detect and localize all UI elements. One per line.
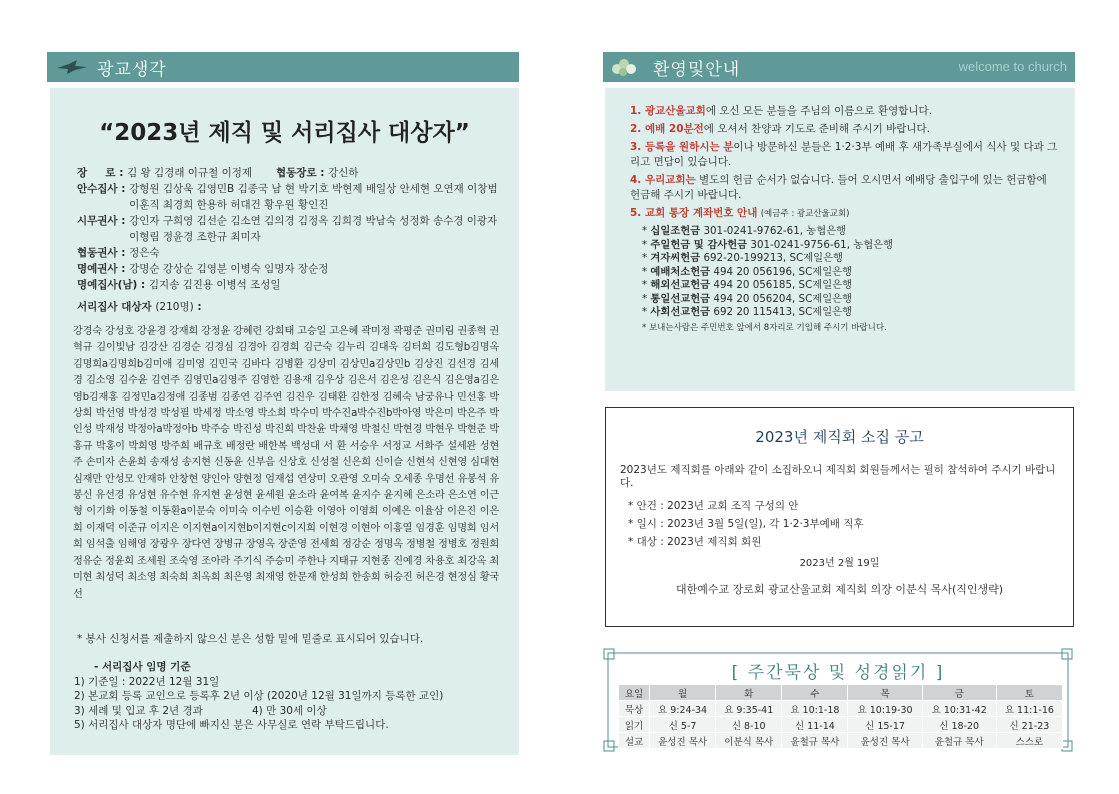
names-heading: 서리집사 대상자 (210명) : [77, 301, 202, 313]
table-cell: 요 10:19-30 [848, 701, 922, 717]
table-cell: 신 5-7 [650, 717, 716, 733]
account-item: * 겨자씨헌금 692-20-199213, SC제일은행 [642, 252, 843, 264]
left-section-title: 광교생각 [97, 60, 167, 80]
table-cell: 묵상 [619, 701, 650, 717]
table-cell: 윤철규 목사 [922, 733, 996, 749]
notice-signature: 대한예수교 장로회 광교산울교회 제직회 의장 이분식 목사(직인생략) [675, 583, 1004, 596]
welcome-panel [605, 88, 1075, 391]
table-cell: 신 8-10 [716, 717, 782, 733]
table-cell: 신 21-23 [996, 717, 1062, 733]
role-ordained-deacons [77, 181, 507, 213]
council-notice [605, 407, 1074, 627]
table-cell: 이분식 목사 [716, 733, 782, 749]
role-names: 김 왕 김경래 이규철 이정제 [127, 167, 253, 179]
criteria-row [74, 704, 443, 719]
table-cell: 토 [996, 685, 1062, 701]
table-cell: 요일 [619, 685, 650, 701]
criteria-item: 2) 본교회 등록 교인으로 등록후 2년 이상 (2020년 12월 31일까지 등록한 교인) [74, 690, 444, 702]
table-cell: 요 10:31-42 [922, 701, 996, 717]
page-title: “2023년 제직 및 서리집사 대상자” [99, 120, 470, 146]
role-label: 협동권사 : [77, 247, 130, 259]
table-cell: 설교 [619, 733, 650, 749]
table-cell: 스스로 [996, 733, 1062, 749]
role-names: 강인자 구희영 김선순 김소연 김의경 김정옥 김희경 박남숙 성정화 송수경 이광자 이형림 정윤경 조한규 최미자 [129, 215, 498, 243]
table-cell: 읽기 [619, 717, 650, 733]
table-cell: 윤철규 목사 [782, 733, 848, 749]
table-cell: 요 10:1-18 [782, 701, 848, 717]
account-item: * 사회선교헌금 692 20 115413, SC제일은행 [642, 306, 853, 318]
table-cell: 신 11-14 [782, 717, 848, 733]
meditation-table [618, 684, 1063, 749]
meditation-title: [ 주간묵상 및 성경읽기 ] [731, 663, 945, 683]
appointment-criteria [74, 660, 443, 733]
weekly-meditation [602, 647, 1074, 753]
table-row [619, 701, 1063, 717]
account-item: * 십일조헌금 301-0241-9762-61, 농협은행 [642, 225, 847, 237]
criteria-item: 5) 서리집사 대상자 명단에 빠지신 분은 사무실로 연락 부탁드립니다. [74, 719, 389, 731]
account-item: * 해외선교헌금 494 20 056185, SC제일은행 [642, 279, 853, 291]
criteria-title: - 서리집사 임명 기준 [94, 661, 191, 673]
table-header-row [619, 685, 1063, 701]
table-cell: 화 [716, 685, 782, 701]
table-cell: 수 [782, 685, 848, 701]
role-elders [77, 165, 507, 181]
table-cell: 요 11:1-16 [996, 701, 1062, 717]
table-cell: 금 [922, 685, 996, 701]
account-footnote: * 보내는사람은 주민번호 앞에서 8자리로 기입해 주시기 바랍니다. [642, 322, 887, 333]
welcome-item: 2. 예배 20분전에 오셔서 찬양과 기도로 준비해 주시기 바랍니다. [630, 123, 931, 135]
welcome-list [630, 104, 1060, 336]
table-row [619, 733, 1063, 749]
table-cell: 신 18-20 [922, 717, 996, 733]
underline-note: * 봉사 신청서를 제출하지 않으신 분은 성함 밑에 밑줄로 표시되어 있습니다. [77, 633, 424, 645]
right-section-title: 환영및안내 [653, 60, 741, 80]
welcome-item: 1. 광교산울교회에 오신 모든 분들을 주님의 이름으로 환영합니다. [630, 105, 933, 117]
notice-title: 2023년 제직회 소집 공고 [755, 428, 924, 446]
role-label: 안수집사 : [77, 183, 130, 195]
left-section-header [47, 52, 519, 82]
table-row [619, 717, 1063, 733]
leaf-icon [609, 55, 643, 79]
account-list [642, 225, 1060, 320]
table-cell: 윤성진 목사 [650, 733, 716, 749]
role-label: 시무권사 : [77, 215, 130, 227]
welcome-item: 4. 우리교회는 별도의 헌금 순서가 없습니다. 들어 오시면서 예배당 출입구에 있는 헌금함에 헌금해 주시기 바랍니다. [630, 174, 1047, 201]
role-label: 장 로 : [77, 167, 128, 179]
deacon-candidate-names: 강경숙 강성호 강윤경 강재희 강정윤 강혜련 강희태 고승일 고은혜 곽미정 곽평준 권미림 권종혁 권혁규 김이빛남 김강산 김경순 김경심 김경아 김경희 김근숙 김누리 김대욱 김터희 김도형b김명옥 김명희a김명희b김미애 김미영 김민국 김바다 김병환 김상미 김상민a김상민b 김상진 김선경 김세경 김소영 김수윤 김연주 김영민a김영주 김영한 김용재 김우상 김은서 김은성 김은식 김은영a김은영b김재홍 김정민a김정애 김종범 김종연 김주연 김진우 김태환 김한정 김혜숙 남궁유나 민선홍 박상희 박선영 박성경 박성필 박세정 박소영 박소희 박수미 박수진a박수진b박아영 박은미 박은주 박인성 박재성 박정아a박정아b 박주승 박진성 박진희 박찬윤 박채영 박철신 박현경 박현우 박현준 박홍규 박홍이 박희영 방주희 배규호 배정란 배한복 백성대 서 환 서승우 서정교 서화주 설세완 성현주 손미자 손윤희 송재성 송지현 신동윤 신부음 신상호 신성철 신은희 신이슬 신현석 신현영 심대현 심재만 안성모 안재하 안창현 양인아 양현정 엄재섭 연상미 오관영 오미숙 오세종 우명선 유봉석 유봉신 유선경 유성현 유수현 유지현 윤성현 윤세원 윤소라 윤여복 윤지수 윤지혜 은소라 은소연 이근형 이기화 이동철 이동환a이문숙 이미숙 이수빈 이승환 이영아 이영희 이예은 이율삼 이은진 이은희 이재덕 이준규 이지은 이지현a이지현b이지현c이지희 이현경 이현아 이홍열 임경훈 임명희 임서희 임석출 임해영 장광우 장다연 장병규 장영옥 장준영 전세희 정강순 정명옥 정병철 정병호 정원희 정유순 정윤희 조세원 조숙영 조아라 주기식 주승미 주한나 지태규 지현종 진예경 차용호 최강옥 최미현 최성덕 최소영 최숙희 최옥희 최은영 최재영 한문재 한성희 한송희 허승진 허은경 현정심 황국선 [73, 326, 499, 600]
role-names: 김지송 김진용 이병석 조성일 [148, 279, 281, 291]
role-label: 명예권사 : [77, 263, 130, 275]
role-names: 강형원 김상욱 김영민B 김종국 남 현 박기호 박현제 배일상 안세현 오연재 이창범 이훈직 최경희 한용하 허대건 황우원 황인진 [129, 183, 498, 211]
table-cell: 요 9:35-41 [716, 701, 782, 717]
notice-body: 2023년도 제직회를 아래와 같이 소집하오니 제직회 회원들께서는 필히 참석하여 주시기 바랍니다. [620, 464, 1056, 489]
deacon-list-panel [50, 88, 519, 755]
table-cell: 월 [650, 685, 716, 701]
role-serving-deaconesses [77, 213, 507, 245]
right-section-header [603, 52, 1075, 82]
table-cell: 신 15-17 [848, 717, 922, 733]
notice-item: * 안건 : 2023년 교회 조직 구성의 안 [628, 500, 799, 512]
role-names: 강명순 강상순 김영분 이병숙 임명자 장순정 [129, 263, 329, 275]
officer-roles [77, 165, 507, 315]
account-heading: 5. 교회 통장 계좌번호 안내 (예금주 : 광교산울교회) [630, 207, 850, 219]
table-cell: 요 9:24-34 [650, 701, 716, 717]
welcome-item: 3. 등록을 원하시는 분이나 방문하신 분들은 1·2·3부 예배 후 새가족부실에서 식사 및 다과 그리고 면담이 있습니다. [630, 141, 1058, 168]
role-honorary-deaconesses [77, 261, 507, 277]
criteria-item: 3) 세례 및 입교 후 2년 경과 [74, 704, 203, 717]
account-item: * 통일선교헌금 494 20 056204, SC제일은행 [642, 292, 853, 305]
role-label: 협동장로 : [276, 167, 329, 179]
criteria-item: 1) 기준일 : 2022년 12월 31일 [74, 675, 220, 688]
table-cell: 윤성진 목사 [848, 733, 922, 749]
right-section-subtitle: welcome to church [958, 59, 1067, 74]
notice-date: 2023년 2월 19일 [799, 558, 880, 569]
role-names: 정은숙 [129, 247, 160, 259]
table-cell: 목 [848, 685, 922, 701]
role-names: 강신하 [328, 167, 359, 179]
criteria-item: 4) 만 30세 이상 [252, 704, 327, 717]
notice-item: * 대상 : 2023년 제직회 회원 [628, 536, 762, 548]
role-label: 명예집사(남) : [77, 279, 149, 291]
notice-item: * 일시 : 2023년 3월 5일(일), 각 1·2·3부예배 직후 [628, 518, 864, 530]
account-item: * 예배처소헌금 494 20 056196, SC제일은행 [642, 265, 853, 278]
bird-icon [55, 58, 89, 76]
role-honorary-deacons [77, 277, 507, 293]
role-associate-deaconess [77, 245, 507, 261]
account-item: * 주일헌금 및 감사헌금 301-0241-9756-61, 농협은행 [642, 238, 894, 251]
